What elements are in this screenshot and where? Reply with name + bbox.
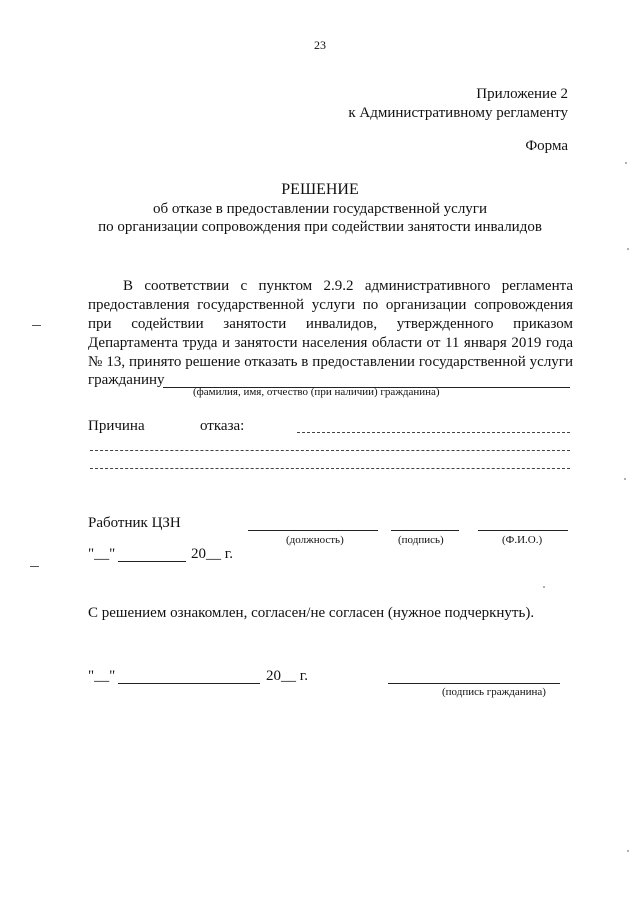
- page-number: 23: [314, 38, 326, 52]
- reason-label: Причина: [88, 418, 145, 434]
- margin-mark-1: [32, 325, 41, 326]
- scan-speck: [627, 850, 629, 852]
- document-title: РЕШЕНИЕ: [281, 181, 359, 198]
- citizen-date-quote: "__": [88, 668, 116, 684]
- citizen-name-hint: (фамилия, имя, отчество (при наличии) гражданина): [193, 386, 440, 398]
- scan-speck: [543, 586, 545, 588]
- scan-speck: [624, 478, 626, 480]
- body-line-3: при содействии занятости инвалидов, утвержденного приказом: [88, 316, 573, 332]
- worker-name-line[interactable]: [478, 530, 568, 531]
- worker-position-line[interactable]: [248, 530, 378, 531]
- reason-line-2[interactable]: [90, 450, 570, 451]
- citizen-signature-line[interactable]: [388, 683, 560, 684]
- scan-speck: [625, 162, 627, 164]
- worker-date-month-line[interactable]: [118, 561, 186, 562]
- name-hint: (Ф.И.О.): [502, 534, 543, 546]
- citizen-signature-hint: (подпись гражданина): [442, 686, 546, 698]
- citizen-date-year: 20__ г.: [266, 668, 308, 684]
- worker-label: Работник ЦЗН: [88, 515, 181, 531]
- body-line-5: № 13, принято решение отказать в предоставлении государственной услуги: [88, 354, 573, 370]
- body-line-2: предоставления государственной услуги по организации сопровождения: [88, 297, 573, 313]
- worker-date-year: 20__ г.: [191, 546, 233, 562]
- citizen-date-month-line[interactable]: [118, 683, 260, 684]
- scan-speck: [627, 248, 629, 250]
- signature-hint: (подпись): [398, 534, 444, 546]
- reason-line-3[interactable]: [90, 468, 570, 469]
- body-line-4: Департамента труда и занятости населения области от 11 января 2019 года: [88, 335, 573, 351]
- position-hint: (должность): [286, 534, 344, 546]
- reason-line-1[interactable]: [297, 432, 570, 433]
- regulation-label: к Административному регламенту: [348, 105, 568, 121]
- margin-mark-2: [30, 566, 39, 567]
- title-subline-1: об отказе в предоставлении государственной услуги: [152, 201, 487, 217]
- body-line-1: В соответствии с пунктом 2.9.2 административного регламента: [123, 278, 573, 294]
- citizen-label: гражданину: [88, 372, 165, 388]
- reason-label-2: отказа:: [200, 418, 245, 434]
- worker-date-quote: "__": [88, 546, 116, 562]
- appendix-label: Приложение 2: [476, 86, 568, 102]
- worker-signature-line[interactable]: [391, 530, 459, 531]
- body-paragraph: [88, 277, 573, 372]
- form-label: Форма: [525, 138, 568, 154]
- acknowledgement-text: С решением ознакомлен, согласен/не согласен (нужное подчеркнуть).: [88, 605, 535, 621]
- title-subline-2: по организации сопровождения при содействии занятости инвалидов: [98, 219, 542, 235]
